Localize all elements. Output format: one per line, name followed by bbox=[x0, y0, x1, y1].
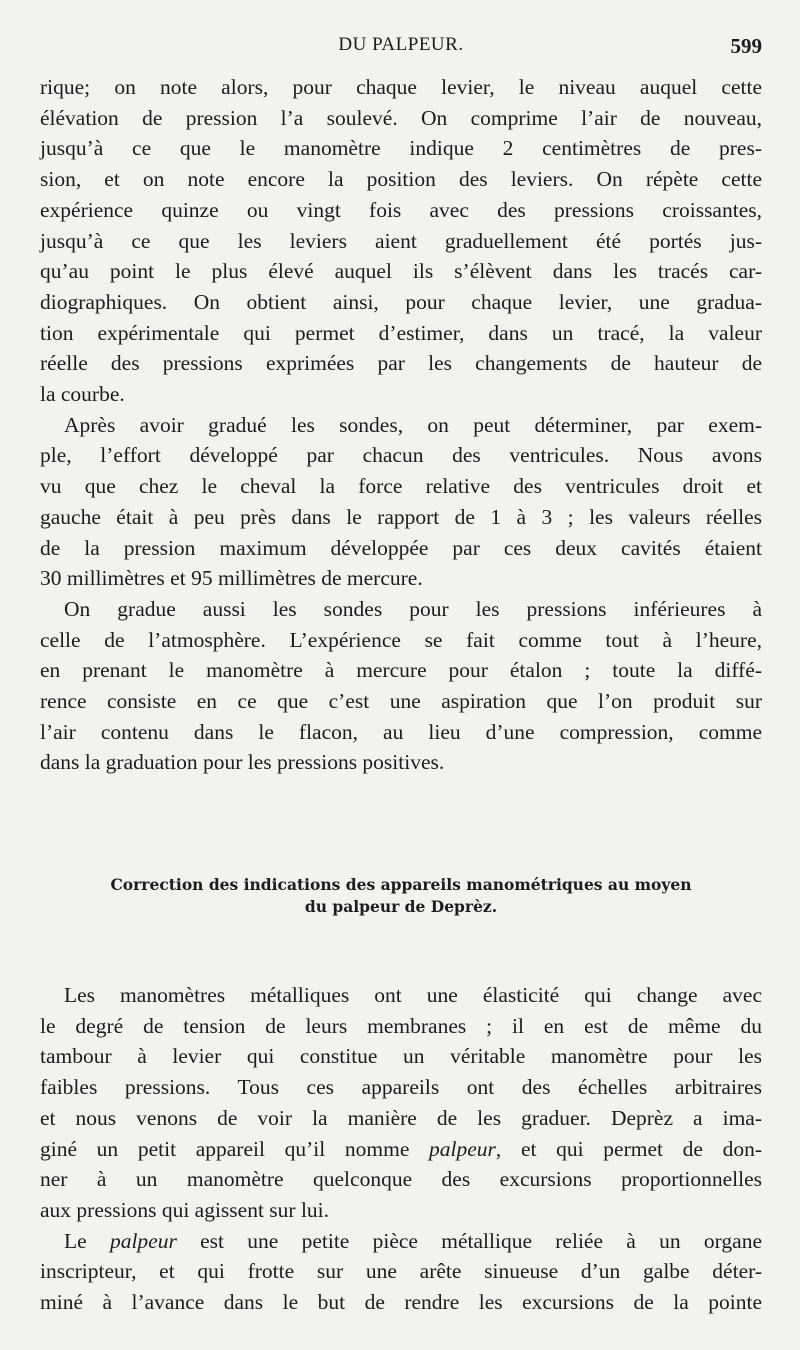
text-line: 30 millimètres et 95 millimètres de mercure. bbox=[40, 566, 423, 591]
text-line: sion, et on note encore la position des leviers. On répète cette bbox=[40, 167, 762, 192]
text-line: Les manomètres métalliques ont une élasticité qui change avec bbox=[64, 983, 762, 1007]
text-fragment: , et qui permet de don- bbox=[495, 1136, 762, 1161]
text-line: jusqu’à ce que les leviers aient graduellement été portés jus- bbox=[40, 228, 762, 253]
text-line: qu’au point le plus élevé auquel ils s’élèvent dans les tracés car- bbox=[40, 259, 762, 284]
text-line: inscripteur, et qui frotte sur une arête sinueuse d’un galbe déter- bbox=[40, 1259, 762, 1284]
paragraph-3 bbox=[40, 594, 762, 778]
text-line: jusqu’à ce que le manomètre indique 2 centimètres de pres- bbox=[40, 136, 762, 161]
text-line: On gradue aussi les sondes pour les pressions inférieures à bbox=[64, 596, 762, 621]
text-line: l’air contenu dans le flacon, au lieu d’une compression, comme bbox=[40, 719, 762, 744]
section-heading-line: Correction des indications des appareils manométriques au moyen bbox=[110, 875, 692, 894]
text-line: Après avoir gradué les sondes, on peut déterminer, par exem- bbox=[64, 412, 762, 437]
text-line: réelle des pressions exprimées par les changements de hauteur de bbox=[40, 351, 762, 376]
text-line-with-italic bbox=[40, 1134, 762, 1165]
text-line: élévation de pression l’a soulevé. On comprime l’air de nouveau, bbox=[40, 105, 762, 130]
section-heading-line: du palpeur de Deprèz. bbox=[304, 897, 498, 916]
text-line: miné à l’avance dans le but de rendre les excursions de la pointe bbox=[40, 1290, 762, 1315]
text-line: en prenant le manomètre à mercure pour étalon ; toute la diffé- bbox=[40, 658, 762, 683]
text-line-with-italic bbox=[40, 1226, 762, 1257]
text-line: rique; on note alors, pour chaque levier, le niveau auquel cette bbox=[40, 75, 762, 99]
paragraph-5 bbox=[40, 1226, 762, 1318]
text-fragment: giné un petit appareil qu’il nomme bbox=[40, 1136, 430, 1161]
text-line: diographiques. On obtient ainsi, pour chaque levier, une gradua- bbox=[40, 289, 762, 314]
main-text bbox=[40, 72, 762, 778]
text-line: le degré de tension de leurs membranes ; il en est de même du bbox=[40, 1013, 762, 1038]
text-line: tambour à levier qui constitue un véritable manomètre pour les bbox=[40, 1044, 762, 1069]
section-text bbox=[40, 980, 762, 1318]
text-line: vu que chez le cheval la force relative des ventricules droit et bbox=[40, 474, 762, 499]
text-line: de la pression maximum développée par ces deux cavités étaient bbox=[40, 535, 762, 560]
section-heading bbox=[40, 874, 762, 918]
text-line: celle de l’atmosphère. L’expérience se fait comme tout à l’heure, bbox=[40, 627, 762, 652]
text-line: et nous venons de voir la manière de les graduer. Deprèz a ima- bbox=[40, 1105, 762, 1130]
text-fragment: est une petite pièce métallique reliée à un organe bbox=[176, 1228, 762, 1253]
text-line: rence consiste en ce que c’est une aspiration que l’on produit sur bbox=[40, 689, 762, 714]
italic-term: palpeur bbox=[109, 1228, 177, 1253]
text-line: dans la graduation pour les pressions positives. bbox=[40, 750, 445, 775]
text-line: ple, l’effort développé par chacun des ventricules. Nous avons bbox=[40, 443, 762, 468]
text-line: tion expérimentale qui permet d’estimer, dans un tracé, la valeur bbox=[40, 320, 762, 345]
page-number: 599 bbox=[730, 34, 762, 58]
paragraph-2 bbox=[40, 410, 762, 594]
running-title: DU PALPEUR. bbox=[338, 34, 464, 55]
text-line: aux pressions qui agissent sur lui. bbox=[40, 1197, 330, 1222]
text-line: ner à un manomètre quelconque des excursions proportionnelles bbox=[40, 1167, 762, 1192]
paragraph-4 bbox=[40, 980, 762, 1226]
text-line: expérience quinze ou vingt fois avec des pressions croissantes, bbox=[40, 197, 762, 222]
text-fragment: Le bbox=[64, 1228, 110, 1253]
paragraph-1 bbox=[40, 72, 762, 410]
text-line: faibles pressions. Tous ces appareils ont des échelles arbitraires bbox=[40, 1075, 762, 1100]
italic-term: palpeur bbox=[429, 1136, 496, 1161]
page-header bbox=[40, 34, 762, 64]
text-line: gauche était à peu près dans le rapport de 1 à 3 ; les valeurs réelles bbox=[40, 504, 762, 529]
text-line: la courbe. bbox=[40, 382, 125, 407]
